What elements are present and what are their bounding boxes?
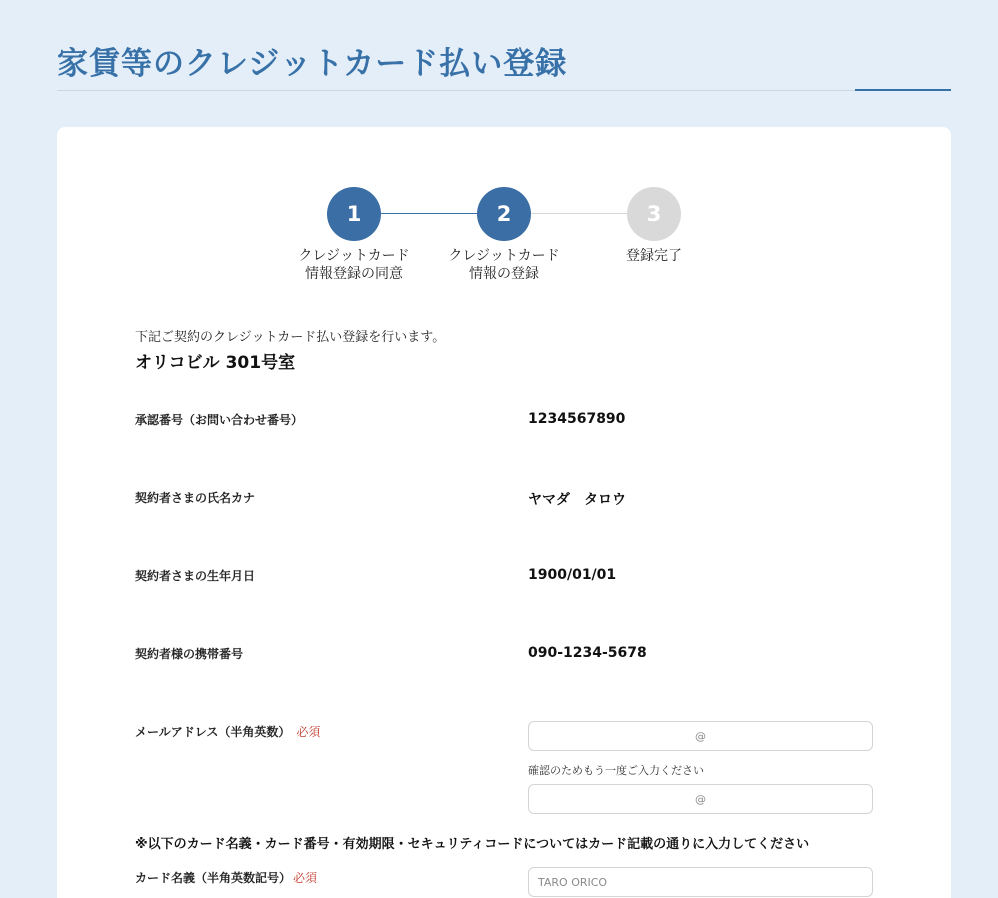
email-confirm-hint: 確認のためもう一度ご入力ください <box>528 764 704 777</box>
birthdate-value: 1900/01/01 <box>528 567 617 583</box>
step-3-circle: 3 <box>627 187 681 241</box>
name-kana-value: ヤマダ タロウ <box>528 492 626 508</box>
step-3-label-line1: 登録完了 <box>626 248 682 264</box>
property-name: オリコビル 301号室 <box>135 353 296 373</box>
step-2-label-line1: クレジットカード <box>448 248 560 264</box>
step-2-label <box>429 247 579 283</box>
email-input[interactable] <box>528 721 873 751</box>
step-1-circle: 1 <box>327 187 381 241</box>
mobile-number-value: 090-1234-5678 <box>528 645 647 661</box>
step-1-label-line1: クレジットカード <box>298 248 410 264</box>
title-divider <box>57 90 951 91</box>
approval-number-label: 承認番号（お問い合わせ番号） <box>135 413 304 427</box>
name-kana-label: 契約者さまの氏名カナ <box>135 491 256 505</box>
email-label <box>135 723 320 740</box>
step-3-label <box>579 247 729 265</box>
card-notice: ※以下のカード名義・カード番号・有効期限・セキュリティコードについてはカード記載の通りに入力してください <box>135 837 810 852</box>
form-card <box>57 127 951 898</box>
card-name-label-text: カード名義（半角英数記号） <box>135 871 292 885</box>
email-required-badge: 必須 <box>296 725 321 739</box>
step-2-label-line2: 情報の登録 <box>469 266 539 282</box>
step-1-label <box>279 247 429 283</box>
approval-number-value: 1234567890 <box>528 411 626 427</box>
step-1-label-line2: 情報登録の同意 <box>305 266 403 282</box>
email-label-text: メールアドレス（半角英数） <box>135 725 291 739</box>
step-2-circle: 2 <box>477 187 531 241</box>
card-name-label <box>135 869 317 886</box>
card-name-required-badge: 必須 <box>293 871 318 885</box>
title-divider-accent <box>855 89 951 91</box>
page-title: 家賃等のクレジットカード払い登録 <box>57 46 568 82</box>
email-confirm-input[interactable] <box>528 784 873 814</box>
mobile-number-label: 契約者様の携帯番号 <box>135 647 244 661</box>
intro-text: 下記ご契約のクレジットカード払い登録を行います。 <box>135 330 446 345</box>
birthdate-label: 契約者さまの生年月日 <box>135 569 256 583</box>
card-name-input[interactable] <box>528 867 873 897</box>
